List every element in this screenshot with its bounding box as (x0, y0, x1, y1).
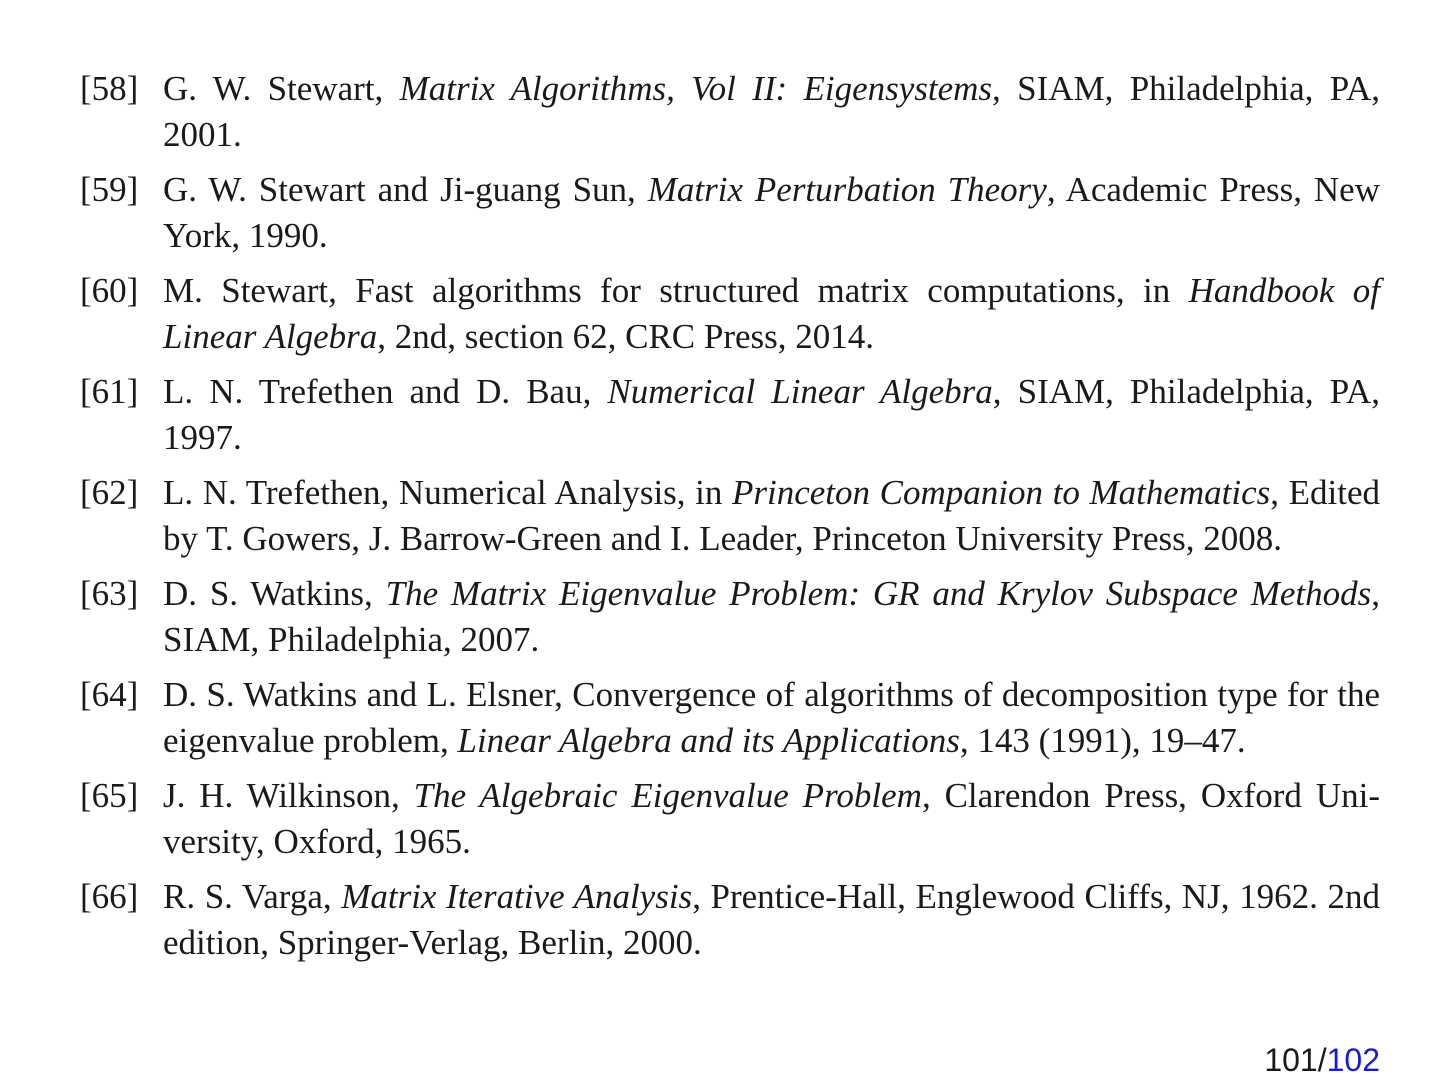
reference-segment: , SIAM, Philadelphia, 2007. (163, 574, 1380, 659)
reference-number: [64] (80, 675, 139, 714)
reference-entry (80, 571, 1380, 663)
current-page-number: 101 (1264, 1042, 1318, 1078)
reference-segment: J. H. Wilkinson, (163, 776, 414, 815)
reference-text (163, 271, 1380, 356)
reference-number: [62] (80, 473, 139, 512)
reference-number: [65] (80, 776, 139, 815)
reference-title: The Matrix Eigenvalue Problem: GR and Krylov Subspace Methods (385, 574, 1372, 613)
reference-list (80, 66, 1380, 975)
reference-number: [63] (80, 574, 139, 613)
reference-segment: , SIAM, Philadelphia, PA, 1997. (163, 372, 1380, 457)
reference-title: Handbook of Linear Algebra (163, 271, 1380, 356)
reference-entry (80, 369, 1380, 461)
reference-title: Matrix Perturbation Theory (647, 170, 1047, 209)
reference-text (163, 473, 1380, 558)
reference-entry (80, 470, 1380, 562)
reference-segment: , SIAM, Philadelphia, PA, 2001. (163, 69, 1380, 154)
reference-segment: R. S. Varga, (163, 877, 342, 916)
reference-entry (80, 672, 1380, 764)
reference-segment: G. W. Stewart and Ji-guang Sun, (163, 170, 648, 209)
reference-text (163, 776, 1380, 861)
reference-entry (80, 874, 1380, 966)
reference-segment: M. Stewart, Fast algorithms for structured matrix computations, in (163, 271, 1189, 310)
reference-segment: , 2nd, section 62, CRC Press, 2014. (377, 317, 875, 356)
reference-segment: L. N. Trefethen and D. Bau, (163, 372, 608, 411)
reference-segment: , Academic Press, New York, 1990. (163, 170, 1380, 255)
reference-number: [58] (80, 69, 139, 108)
reference-title: The Algebraic Eigenvalue Problem (413, 776, 922, 815)
reference-number: [61] (80, 372, 139, 411)
reference-text (163, 574, 1380, 659)
total-pages-link[interactable]: 102 (1326, 1042, 1380, 1078)
reference-segment: D. S. Watkins and L. Elsner, Convergence of algorithms of decomposition type for the eigenvalue problem, (163, 675, 1380, 760)
reference-text (163, 877, 1380, 962)
reference-number: [59] (80, 170, 139, 209)
reference-entry (80, 268, 1380, 360)
page-counter (1264, 1040, 1380, 1080)
reference-number: [60] (80, 271, 139, 310)
reference-text (163, 675, 1380, 760)
reference-title: Princeton Companion to Mathematics (732, 473, 1271, 512)
reference-segment: , Clarendon Press, Oxford Uni-versity, Oxford, 1965. (163, 776, 1380, 861)
reference-title: Matrix Algorithms, Vol II: Eigensystems (399, 69, 993, 108)
reference-segment: , 143 (1991), 19–47. (959, 721, 1246, 760)
reference-segment: , Prentice-Hall, Englewood Cliffs, NJ, 1962. 2nd edition, Springer-Verlag, Berlin, 2000. (163, 877, 1380, 962)
reference-entry (80, 66, 1380, 158)
reference-segment: G. W. Stewart, (163, 69, 400, 108)
reference-text (163, 170, 1380, 255)
reference-segment: , Edited by T. Gowers, J. Barrow-Green and I. Leader, Princeton University Press, 2008. (163, 473, 1380, 558)
reference-text (163, 372, 1380, 457)
reference-entry (80, 167, 1380, 259)
reference-segment: L. N. Trefethen, Numerical Analysis, in (163, 473, 733, 512)
reference-title: Matrix Iterative Analysis (341, 877, 693, 916)
reference-segment: D. S. Watkins, (163, 574, 386, 613)
reference-text (163, 69, 1380, 154)
reference-number: [66] (80, 877, 139, 916)
reference-title: Numerical Linear Algebra (607, 372, 993, 411)
page-separator: / (1317, 1042, 1327, 1078)
reference-title: Linear Algebra and its Applications (457, 721, 960, 760)
reference-entry (80, 773, 1380, 865)
